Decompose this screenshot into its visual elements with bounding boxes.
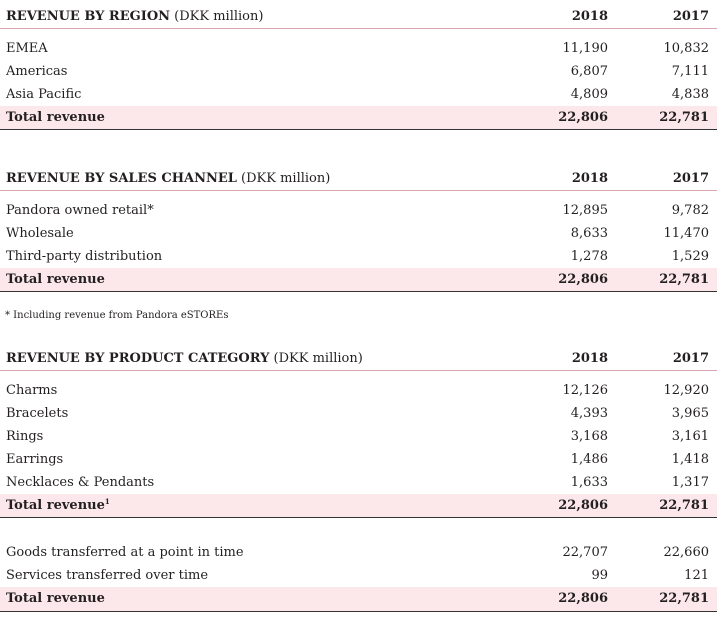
table-row: Necklaces & Pendants 1,633 1,317	[6, 475, 709, 490]
product-category-table-title: REVENUE BY PRODUCT CATEGORY (DKK million)	[6, 351, 363, 366]
sales-channel-table-header	[0, 168, 717, 191]
revenue-timing-table	[0, 541, 717, 612]
table-row: Services transferred over time 99 121	[6, 568, 709, 583]
table-row: Charms 12,126 12,920	[6, 383, 709, 398]
region-table	[0, 6, 717, 130]
footnote-marker: 1	[104, 497, 110, 506]
total-row: Total revenue 22,806 22,781	[0, 587, 717, 612]
product-category-table-header	[0, 348, 717, 371]
year-2017-header: 2017	[672, 9, 709, 24]
table-row: Goods transferred at a point in time 22,707 22,660	[6, 545, 709, 560]
product-category-table	[0, 348, 717, 518]
sales-channel-table	[0, 168, 717, 292]
sales-channel-table-title: REVENUE BY SALES CHANNEL (DKK million)	[6, 171, 331, 186]
table-row: Asia Pacific 4,809 4,838	[6, 87, 709, 102]
total-row: Total revenue 22,806 22,781	[0, 268, 717, 292]
table-row: Third-party distribution 1,278 1,529	[6, 249, 709, 264]
table-row: Rings 3,168 3,161	[6, 429, 709, 444]
table-row: Bracelets 4,393 3,965	[6, 406, 709, 421]
table-row: Americas 6,807 7,111	[6, 64, 709, 79]
year-2018-header: 2018	[571, 9, 608, 24]
year-2018-header: 2018	[571, 171, 608, 186]
year-2017-header: 2017	[672, 351, 709, 366]
year-2017-header: 2017	[672, 171, 709, 186]
region-table-title: REVENUE BY REGION (DKK million)	[6, 9, 264, 24]
total-row: Total revenue 22,806 22,781	[0, 106, 717, 130]
total-row: Total revenue$^1$ 22,806 22,781	[0, 494, 717, 518]
table-row: Wholesale 8,633 11,470	[6, 226, 709, 241]
year-2018-header: 2018	[571, 351, 608, 366]
table-row: Pandora owned retail* 12,895 9,782	[6, 203, 709, 218]
table-row: Earrings 1,486 1,418	[6, 452, 709, 467]
footnote: * Including revenue from Pandora eSTOREs	[5, 310, 229, 321]
table-row: EMEA 11,190 10,832	[6, 41, 709, 56]
region-table-header	[0, 6, 717, 29]
